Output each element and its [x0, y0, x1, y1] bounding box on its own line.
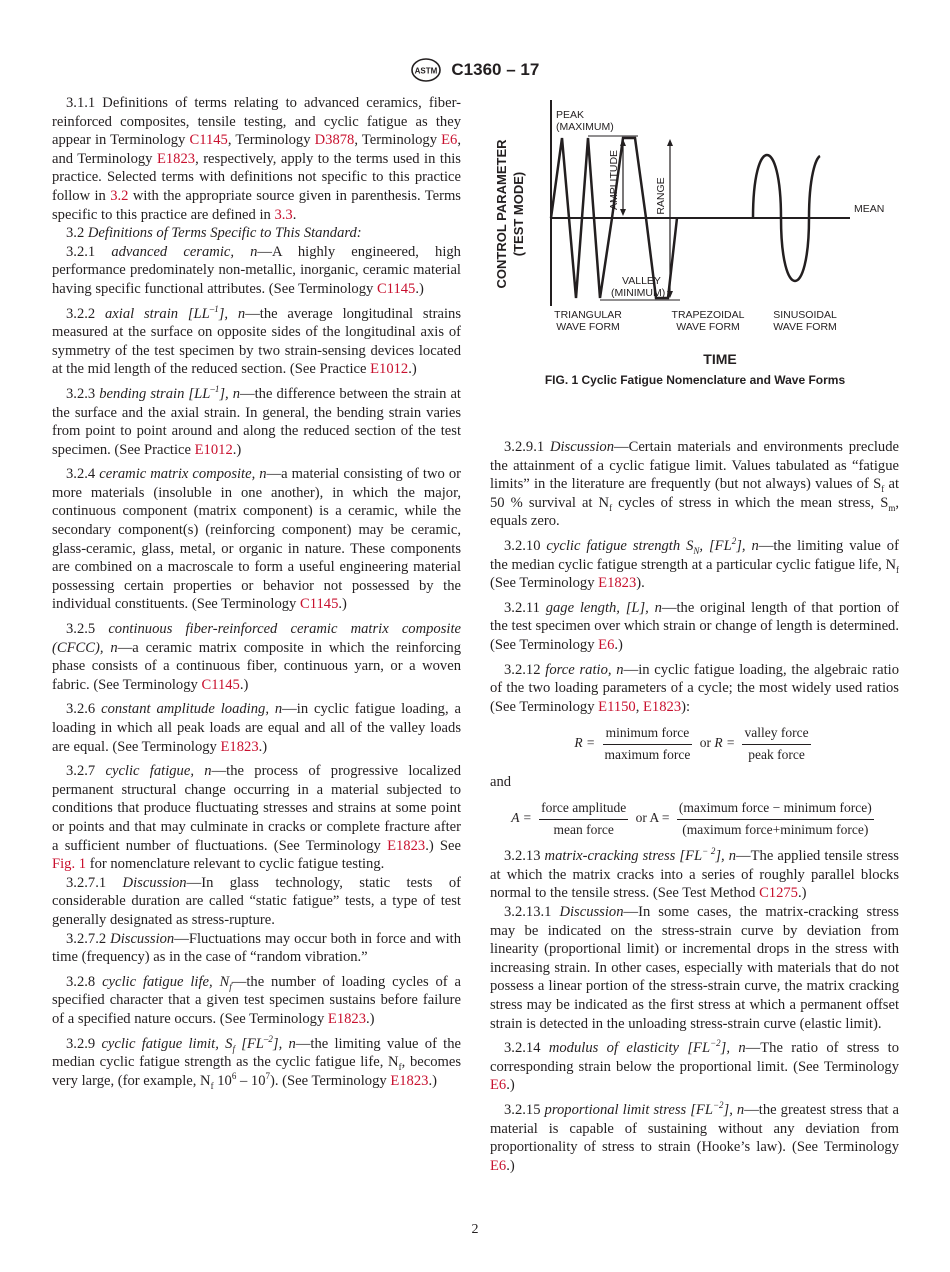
peak-label: PEAK	[556, 109, 585, 121]
ref-section-3-2[interactable]: 3.2	[110, 187, 129, 204]
valley-label: VALLEY	[622, 275, 661, 287]
trapezoidal-label: TRAPEZOIDAL	[671, 309, 745, 321]
ref-c1145[interactable]: C1145	[300, 596, 339, 613]
y-axis-label-1: CONTROL PARAMETER	[494, 139, 509, 289]
left-column	[52, 94, 461, 1090]
valley-sublabel: (MINIMUM)	[611, 287, 666, 299]
discussion-3-2-7-2: 3.2.7.2 Discussion—Fluctuations may occur both in force and with time (frequency) as in the case of “random vibration.”	[52, 930, 462, 966]
triangular-sublabel: WAVE FORM	[556, 321, 620, 333]
sinusoidal-sublabel: WAVE FORM	[773, 321, 837, 333]
definition-cyclic-fatigue: 3.2.7 cyclic fatigue, n—the process of progressive localized permanent structural change occurring in a material subjected to conditions that produce fluctuating stresses and strains at some point or points and that may culminate in cracks or complete fracture after a sufficient number of fluctuations. (See Terminology E1823.) See Fig. 1 for nomenclature relevant to cyclic fatigue testing.	[52, 763, 461, 873]
definition-ceramic-matrix-composite: 3.2.4 ceramic matrix composite, n—a material consisting of two or more materials (insoluble in one another), in which the major, continuous component (matrix component) is a ceramic, while the secondary component(s) (reinforcing component) may be ceramic, glass-ceramic, glass, metal, or organic in nature. These components are combined on a macroscale to form a useful engineering material possessing certain properties or behavior not possessed by the individual constituents. (See Terminology C1145.)	[52, 466, 462, 613]
ref-e6[interactable]: E6	[598, 636, 615, 653]
definition-cfcc: 3.2.5 continuous fiber-reinforced ceramic matrix composite (CFCC), n—a ceramic matrix composite in which the reinforcing phase consists of a continuous fiber, continuous yarn, or a woven fabric. (See Terminology C1145.)	[52, 621, 461, 693]
discussion-3-2-13-1: 3.2.13.1 Discussion—In some cases, the matrix-cracking stress may be indicated on the stress-strain curve by deviation from linearity (proportional limit) or incremental drops in the stress with increasing strain. In other cases, especially with materials that do not possess a linear portion of the stress-strain curve, the matrix cracking stress may be indicated as the first stress at which a permanent offset strain is detected in the unloading stress-strain curve (elastic limit).	[490, 904, 899, 1032]
trapezoidal-sublabel: WAVE FORM	[676, 321, 740, 333]
discussion-3-2-9-1: 3.2.9.1 Discussion—Certain materials and environments preclude the attainment of a cyclic fatigue limit. Values tabulated as “fatigue limits” in the literature are frequently (but not always) values of $S_f$ at 50 % survival at $N_f$ cycles of stress in which the mean stress, $S_m$, equals zero.	[490, 439, 900, 530]
ref-e6[interactable]: E6	[490, 1157, 507, 1174]
peak-sublabel: (MAXIMUM)	[556, 121, 614, 133]
ref-c1145[interactable]: C1145	[189, 132, 228, 149]
definition-axial-strain: 3.2.2 axial strain $[LL^{-1}]$, n—the average longitudinal strains measured at the surface on opposite sides of the longitudinal axis of symmetry of the test specimen by two strain-sensing devices located at the mid length of the reduced section. (See Practice E1012.)	[52, 303, 462, 378]
ref-e6[interactable]: E6	[490, 1077, 507, 1094]
definition-cyclic-fatigue-life: 3.2.8 cyclic fatigue life, $N_f—the$ number of loading cycles of a specified character that a given test specimen sustains before failure of a specified nature occurs. (See Terminology E1823.)	[52, 973, 461, 1027]
page-number: 2	[471, 1222, 479, 1237]
ref-c1145[interactable]: C1145	[201, 676, 240, 693]
figure-caption: FIG. 1 Cyclic Fatigue Nomenclature and Wave Forms	[544, 373, 846, 387]
equation-a-ratio: A = $\frac{\text{force amplitude}}{\text{mean force}}$ or A = $\frac{\text{(maximum force − minimum force)}}{\text{(maximum force+minimum force)}}$	[511, 800, 872, 837]
figure-1-wave-forms	[490, 96, 900, 392]
sinusoidal-label: SINUSOIDAL	[773, 309, 837, 321]
y-axis-label-2: (TEST MODE)	[511, 171, 526, 257]
x-axis-label: TIME	[703, 351, 737, 367]
range-label: RANGE	[655, 177, 667, 215]
page-header	[0, 58, 950, 82]
discussion-3-2-7-1: 3.2.7.1 Discussion—In glass technology, static tests of considerable duration are called “static fatigue” tests, a type of test generally designated as stress-rupture.	[52, 874, 461, 928]
and-label: and	[490, 773, 512, 790]
ref-e1012[interactable]: E1012	[370, 361, 409, 378]
ref-e1823[interactable]: E1823	[643, 698, 682, 715]
ref-e1012[interactable]: E1012	[194, 441, 233, 458]
ref-e1823[interactable]: E1823	[387, 837, 426, 854]
definition-advanced-ceramic: 3.2.1 advanced ceramic, n—A highly engineered, high performance predominately non-metallic, inorganic, ceramic material having specific functional attributes. (See Terminology C1145.)	[52, 243, 461, 297]
mean-label: MEAN	[854, 203, 885, 215]
ref-e1823[interactable]: E1823	[390, 1072, 429, 1089]
ref-e1823[interactable]: E1823	[327, 1010, 367, 1027]
astm-logo-icon	[411, 58, 441, 82]
equation-r-ratio: R = $\frac{\text{minimum force}}{\text{maximum force}}$ or R = $\frac{\text{valley force}}{\text{peak force}}$	[574, 725, 809, 762]
definition-cyclic-fatigue-limit: 3.2.9 cyclic fatigue limit, $S_f$ $[FL^{-2}]$, n—the limiting value of the median cyclic fatigue strength as the cyclic fatigue life, $N_f$, becomes very large, (for example, $N_f$ $10^6 - 10^7$). (See Terminology E1823.)	[52, 1033, 462, 1091]
definition-gage-length: 3.2.11 gage length, [L], n—the original length of that portion of the test specimen over which strain or change of length is determined. (See Terminology E6.)	[490, 599, 900, 653]
ref-e6[interactable]: E6	[441, 132, 458, 149]
ref-e1823[interactable]: E1823	[598, 575, 637, 592]
ref-e1823[interactable]: E1823	[220, 738, 259, 755]
definition-cyclic-fatigue-strength: 3.2.10 cyclic fatigue strength $S_N$, $[FL^2]$, n—the limiting value of the median cyclic fatigue strength at a particular cyclic fatigue life, $N_f$ (See Terminology E1823).	[490, 536, 899, 592]
svg-text:ASTM: ASTM	[414, 66, 438, 76]
ref-c1275[interactable]: C1275	[759, 885, 798, 902]
definition-proportional-limit-stress: 3.2.15 proportional limit stress $[FL^{-2}]$, n—the greatest stress that a material is capable of sustaining without any deviation from proportionality of stress to strain (Hooke’s law). (See Terminology E6.)	[490, 1100, 899, 1174]
definition-force-ratio: 3.2.12 force ratio, n—in cyclic fatigue loading, the algebraic ratio of the two loading parameters of a cycle; the most widely used ratios (See Terminology E1150, E1823):	[490, 661, 899, 715]
ref-section-3-3[interactable]: 3.3	[274, 206, 293, 223]
triangular-label: TRIANGULAR	[554, 309, 622, 321]
section-3-1-1: 3.1.1 Definitions of terms relating to advanced ceramics, fiber-reinforced composites, tensile testing, and cyclic fatigue as they appear in Terminology C1145, Terminology D3878, Terminology E6, and Terminology E1823, respectively, apply to the terms used in this practice. Selected terms with definitions not specific to this practice follow in 3.2 with the appropriate source given in parenthesis. Terms specific to this practice are defined in 3.3.	[52, 95, 461, 223]
amplitude-label: AMPLITUDE	[608, 149, 620, 211]
ref-fig-1[interactable]: Fig. 1	[52, 856, 87, 873]
definition-matrix-cracking-stress: 3.2.13 matrix-cracking stress $[FL^{- 2}]$, n—The applied tensile stress at which the matrix cracks into a series of roughly parallel blocks normal to the tensile stress. (See Test Method C1275.)	[490, 846, 899, 902]
ref-c1145[interactable]: C1145	[376, 280, 416, 297]
ref-e1823[interactable]: E1823	[156, 150, 196, 167]
definition-bending-strain: 3.2.3 bending strain $[LL^{-1}]$, n—the difference between the strain at the surface and the axial strain. In general, the bending strain varies from point to point around and along the reduced section of the test specimen. (See Practice E1012.)	[52, 384, 461, 458]
ref-d3878[interactable]: D3878	[314, 132, 355, 149]
definition-constant-amplitude-loading: 3.2.6 constant amplitude loading, n—in cyclic fatigue loading, a loading in which all peak loads are equal and all of the valley loads are equal. (See Terminology E1823.)	[52, 701, 461, 755]
ref-e1150[interactable]: E1150	[598, 698, 636, 715]
definition-modulus-of-elasticity: 3.2.14 modulus of elasticity $[FL^{-2}]$, n—The ratio of stress to corresponding strain below the proportional limit. (See Terminology E6.)	[490, 1038, 900, 1094]
section-3-2: 3.2 Definitions of Terms Specific to This Standard:	[66, 225, 362, 242]
document-id: C1360 – 17	[451, 60, 540, 79]
right-column	[490, 438, 899, 1175]
